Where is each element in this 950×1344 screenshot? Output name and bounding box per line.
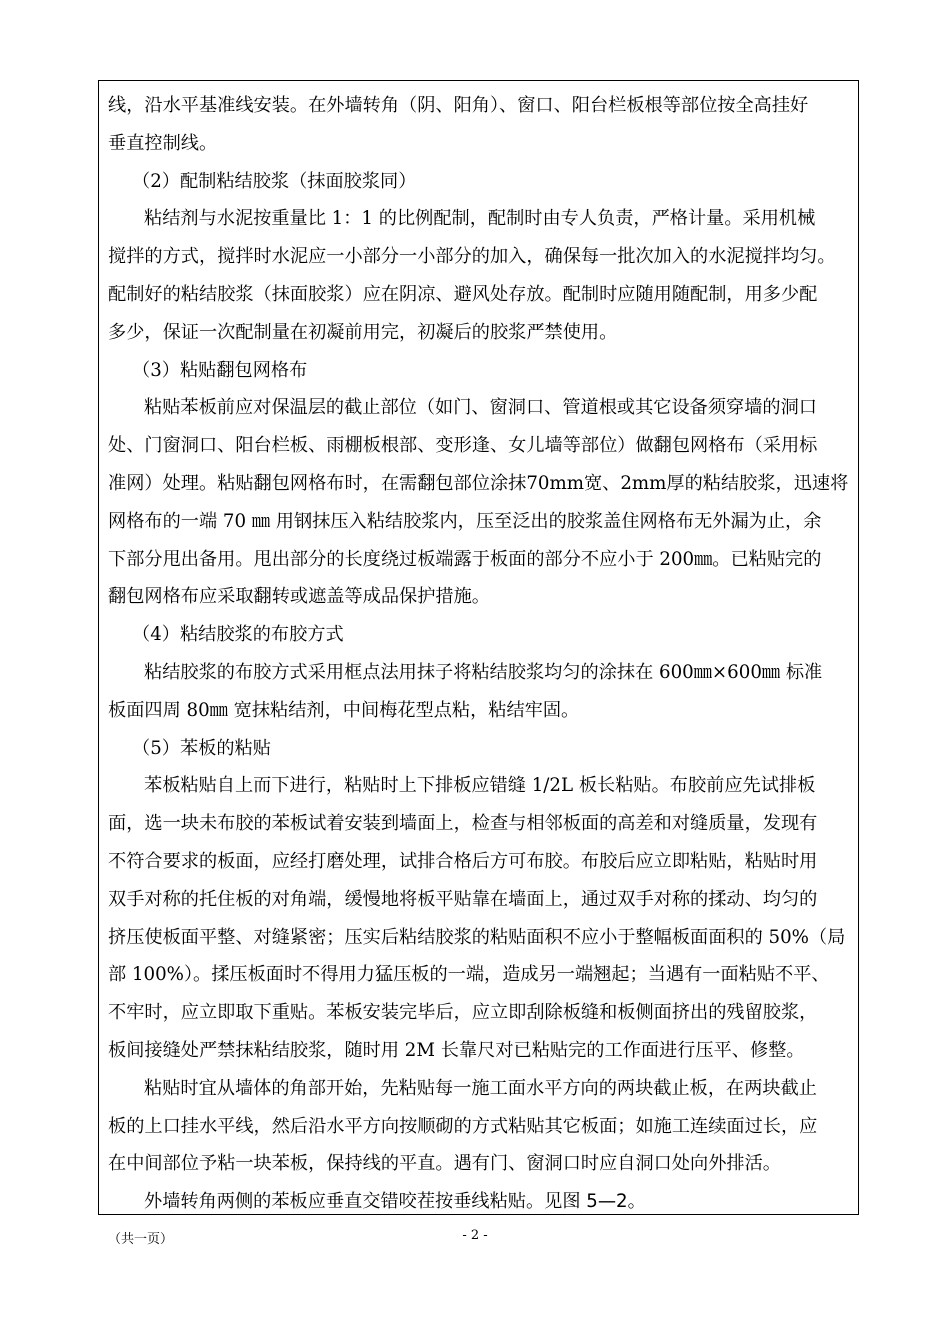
text-line: 多少，保证一次配制量在初凝前用完，初凝后的胶浆严禁使用。 bbox=[108, 321, 618, 343]
text-line: 线，沿水平基准线安装。在外墙转角（阴、阳角）、窗口、阳台栏板根等部位按全高挂好 bbox=[108, 95, 809, 116]
text-line: 在中间部位予粘一块苯板，保持线的平直。遇有门、窗洞口时应自洞口处向外排活。 bbox=[108, 1153, 781, 1175]
section-heading: （5）苯板的粘贴 bbox=[132, 737, 271, 759]
last-line-end: 。 bbox=[627, 1191, 646, 1213]
text-line: 板面四周 80㎜ 宽抹粘结剂，中间梅花型点粘，粘结牢固。 bbox=[108, 699, 580, 721]
document-body bbox=[98, 80, 859, 1215]
section-heading: （3）粘贴翻包网格布 bbox=[132, 359, 308, 381]
text-line: 搅拌的方式，搅拌时水泥应一小部分一小部分的加入，确保每一批次加入的水泥搅拌均匀。 bbox=[108, 246, 836, 268]
text-line: 下部分甩出备用。甩出部分的长度绕过板端露于板面的部分不应小于 200㎜。已粘贴完的 bbox=[108, 548, 822, 570]
text-line: 部 100%）。揉压板面时不得用力猛压板的一端，造成另一端翘起；当遇有一面粘贴不平、 bbox=[108, 964, 830, 986]
text-line: 粘结胶浆的布胶方式采用框点法用抹子将粘结胶浆均匀的涂抹在 600㎜×600㎜ 标准 bbox=[144, 661, 823, 683]
text-line: 板的上口挂水平线，然后沿水平方向按顺砌的方式粘贴其它板面；如施工连续面过长，应 bbox=[108, 1115, 818, 1137]
text-line: 苯板粘贴自上而下进行，粘贴时上下排板应错缝 1/2L 板长粘贴。布胶前应先试排板 bbox=[144, 775, 816, 797]
text-line: 不符合要求的板面，应经打磨处理，试排合格后方可布胶。布胶后应立即粘贴，粘贴时用 bbox=[108, 850, 818, 872]
text-line: 粘贴苯板前应对保温层的截止部位（如门、窗洞口、管道根或其它设备须穿墙的洞口 bbox=[144, 397, 817, 419]
text-line: 粘结剂与水泥按重量比 1：1 的比例配制，配制时由专人负责，严格计量。采用机械 bbox=[144, 208, 816, 230]
text-line: 挤压使板面平整、对缝紧密；压实后粘结胶浆的粘贴面积不应小于整幅板面面积的 50%（局 bbox=[108, 926, 846, 948]
section-heading: （4）粘结胶浆的布胶方式 bbox=[132, 624, 344, 646]
footer-page-count: （共一页） bbox=[108, 1232, 174, 1247]
text-line: 处、门窗洞口、阳台栏板、雨棚板根部、变形逢、女儿墙等部位）做翻包网格布（采用标 bbox=[108, 435, 818, 457]
text-line: 准网）处理。粘贴翻包网格布时，在需翻包部位涂抹70mm宽、2mm厚的粘结胶浆，迅速将 bbox=[108, 472, 849, 494]
text-line: 板间接缝处严禁抹粘结胶浆，随时用 2M 长靠尺对已粘贴完的工作面进行压平、修整。 bbox=[108, 1039, 805, 1061]
text-line: 面，选一块未布胶的苯板试着安装到墙面上，检查与相邻板面的高差和对缝质量，发现有 bbox=[108, 813, 818, 835]
figure-reference: 图 5—2 bbox=[562, 1191, 628, 1213]
text-line: 垂直控制线。 bbox=[108, 132, 218, 154]
text-line: 双手对称的托住板的对角端，缓慢地将板平贴靠在墙面上，通过双手对称的揉动、均匀的 bbox=[108, 888, 818, 910]
last-line-text: 外墙转角两侧的苯板应垂直交错咬茬按垂线粘贴。见 bbox=[144, 1191, 563, 1213]
text-line: 配制好的粘结胶浆（抹面胶浆）应在阴凉、避风处存放。配制时应随用随配制，用多少配 bbox=[108, 283, 818, 305]
section-heading: （2）配制粘结胶浆（抹面胶浆同） bbox=[132, 170, 417, 192]
text-line: 粘贴时宜从墙体的角部开始，先粘贴每一施工面水平方向的两块截止板，在两块截止 bbox=[144, 1077, 817, 1099]
footer-page-number: - 2 - bbox=[462, 1228, 488, 1243]
text-line: 网格布的一端 70 ㎜ 用钢抹压入粘结胶浆内，压至泛出的胶浆盖住网格布无外漏为止，余 bbox=[108, 510, 822, 532]
text-line: 不牢时，应立即取下重贴。苯板安装完毕后，应立即刮除板缝和板侧面挤出的残留胶浆， bbox=[108, 1002, 818, 1024]
text-line: 翻包网格布应采取翻转或遮盖等成品保护措施。 bbox=[108, 586, 490, 608]
text-line-last bbox=[108, 1183, 850, 1221]
